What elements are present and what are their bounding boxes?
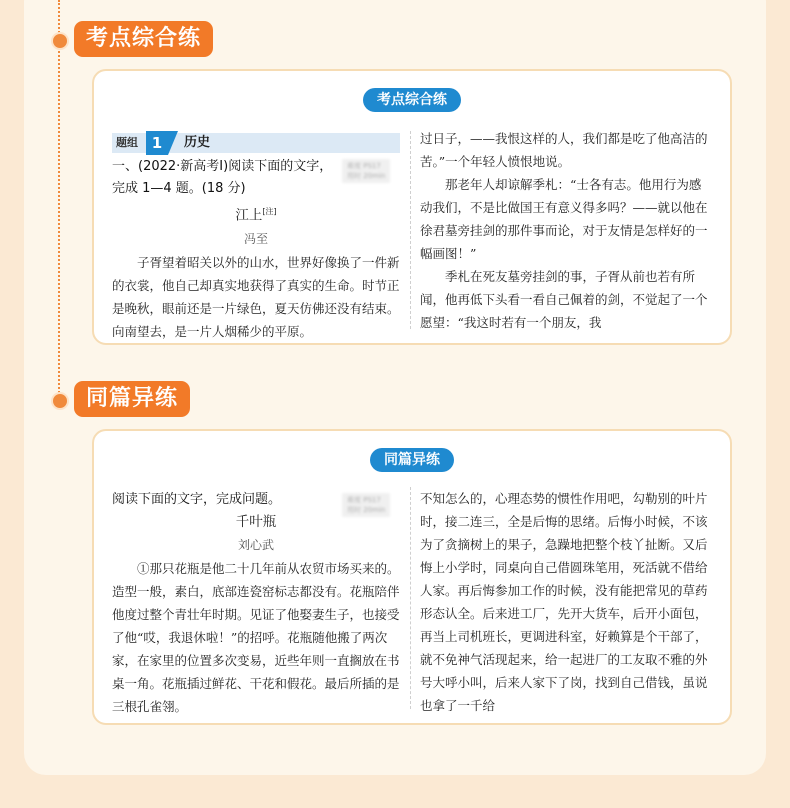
section-tag-tongpian: 同篇异练 — [74, 381, 190, 417]
tongpian-card — [92, 429, 732, 725]
text-author: 刘心武 — [237, 538, 274, 552]
text-paragraph: 子胥望着昭关以外的山水，世界好像换了一件新的衣裳，他自己却真实地获得了真实的生命。时节正是晚秋，眼前还是一片绿色，夏天仿佛还没有结束。向南望去，是一片人烟稀少的平原。 — [112, 254, 400, 339]
kaodian-right-column — [420, 127, 710, 334]
column-divider — [410, 487, 411, 709]
text-paragraph: 不知怎么的，心理态势的惯性作用吧，勾勒别的叶片时，接二连三，全是后悔的思绪。后悔小时候，不该为了贪摘树上的果子，急躁地把整个枝丫扯断。又后悔上小学时，同桌向自己借圆珠笔用，死活就不借给人家。再后悔参加工作的时候，没有能把常见的草药形态认全。后来进工厂，先开大货车，后开小面包，再当上司机班长，更调进科室，好赖算是个干部了，就不免神气活现起来，给一起进厂的工友取不雅的外号大呼小叫，后来人家下了岗，找到自己借钱，虽说也拿了一千给 — [420, 491, 708, 713]
timeline-dotted-line — [58, 0, 60, 400]
column-divider — [410, 131, 411, 329]
text-paragraph: 过日子，——我恨这样的人，我们都是吃了他高洁的苦。”一个年轻人愤恨地说。 — [420, 131, 708, 169]
question-stem: 一、(2022·新高考Ⅰ)阅读下面的文字， 完成 1—4 题。(18 分) — [112, 159, 333, 196]
tongpian-pill: 同篇异练 — [370, 448, 454, 472]
text-paragraph: ①那只花瓶是他二十几年前从农贸市场买来的。造型一般，素白，底部连瓷窑标志都没有。花瓶陪伴他度过整个青壮年时期。见证了他娶妻生子，也接受了他“哎，我退休啦！”的招呼。花瓶随他搬了两次家，在家里的位置多次变易，近些年则一直搁放在书桌一角。花瓶插过鲜花、干花和假花。最后所插的是三根孔雀翎。 — [112, 561, 400, 714]
tongpian-left-column — [112, 489, 400, 718]
text-author: 冯至 — [243, 231, 268, 246]
text-title: 千叶瓶 — [235, 514, 277, 530]
text-paragraph: 季札在死友墓旁挂剑的事，子胥从前也若有所闻，他再低下头看一看自己佩着的剑，不觉起了一个愿望：“我这时若有一个朋友，我 — [420, 269, 708, 330]
group-label: 题组 — [116, 136, 138, 149]
difficulty-info-blurred: 难度 PS17 用时 20min — [342, 159, 390, 183]
question-group-bar — [112, 133, 400, 153]
timeline-dot-icon — [51, 392, 69, 410]
text-paragraph: 那老年人却谅解季札：“士各有志。他用行为感动我们，不是比做国王有意义得多吗？——就以他在徐君墓旁挂剑的那件事而论，对于友情是怎样好的一幅画图！” — [420, 177, 708, 261]
kaodian-pill: 考点综合练 — [363, 88, 461, 112]
timeline-dot-icon — [51, 32, 69, 50]
tongpian-right-column — [420, 487, 710, 717]
difficulty-info-blurred: 难度 PS17 用时 20min — [342, 493, 390, 517]
text-title: 江上[注] — [235, 207, 277, 224]
group-topic: 历史 — [184, 135, 211, 150]
group-arrow-icon — [168, 131, 178, 155]
group-number: 1 — [146, 131, 168, 155]
question-stem: 阅读下面的文字，完成问题。 — [112, 492, 282, 507]
section-tag-kaodian: 考点综合练 — [74, 21, 213, 57]
kaodian-card — [92, 69, 732, 345]
